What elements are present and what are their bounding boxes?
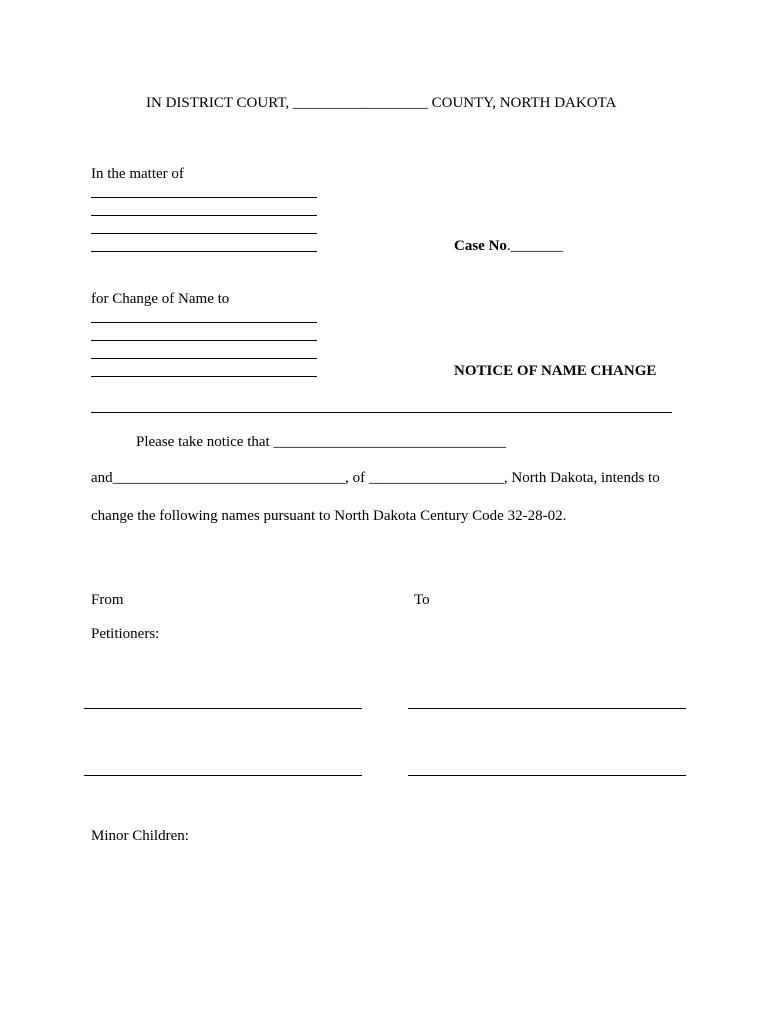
petitioner-to-line-1[interactable]: [408, 708, 686, 709]
notice-line-1: Please take notice that _______________________________: [136, 434, 506, 450]
matter-name-line-2[interactable]: [91, 215, 317, 216]
new-name-line-3[interactable]: [91, 358, 317, 359]
in-the-matter-of-label: In the matter of: [91, 166, 184, 182]
new-name-line-4[interactable]: [91, 376, 317, 377]
caption-divider: [91, 412, 672, 413]
new-name-line-2[interactable]: [91, 340, 317, 341]
matter-name-line-3[interactable]: [91, 233, 317, 234]
notice-line-2: and_______________________________, of __________________, North Dakota, intends to: [91, 470, 660, 486]
petitioner-to-line-2[interactable]: [408, 775, 686, 776]
from-column-header: From: [91, 592, 124, 608]
petitioners-label: Petitioners:: [91, 626, 160, 642]
petitioner-from-line-2[interactable]: [84, 775, 362, 776]
case-number-field[interactable]: [454, 237, 563, 255]
minor-children-label: Minor Children:: [91, 828, 189, 844]
for-change-of-name-label: for Change of Name to: [91, 291, 230, 307]
petitioner-from-line-1[interactable]: [84, 708, 362, 709]
notice-line-3: change the following names pursuant to North Dakota Century Code 32-28-02.: [91, 508, 567, 524]
court-heading: IN DISTRICT COURT, __________________ COUNTY, NORTH DAKOTA: [146, 95, 617, 111]
case-number-blank: ._______: [506, 238, 564, 254]
matter-name-line-4[interactable]: [91, 251, 317, 252]
new-name-line-1[interactable]: [91, 322, 317, 323]
to-column-header: To: [414, 592, 430, 608]
document-title: NOTICE OF NAME CHANGE: [454, 363, 657, 379]
matter-name-line-1[interactable]: [91, 197, 317, 198]
case-number-label: Case No: [454, 238, 507, 254]
